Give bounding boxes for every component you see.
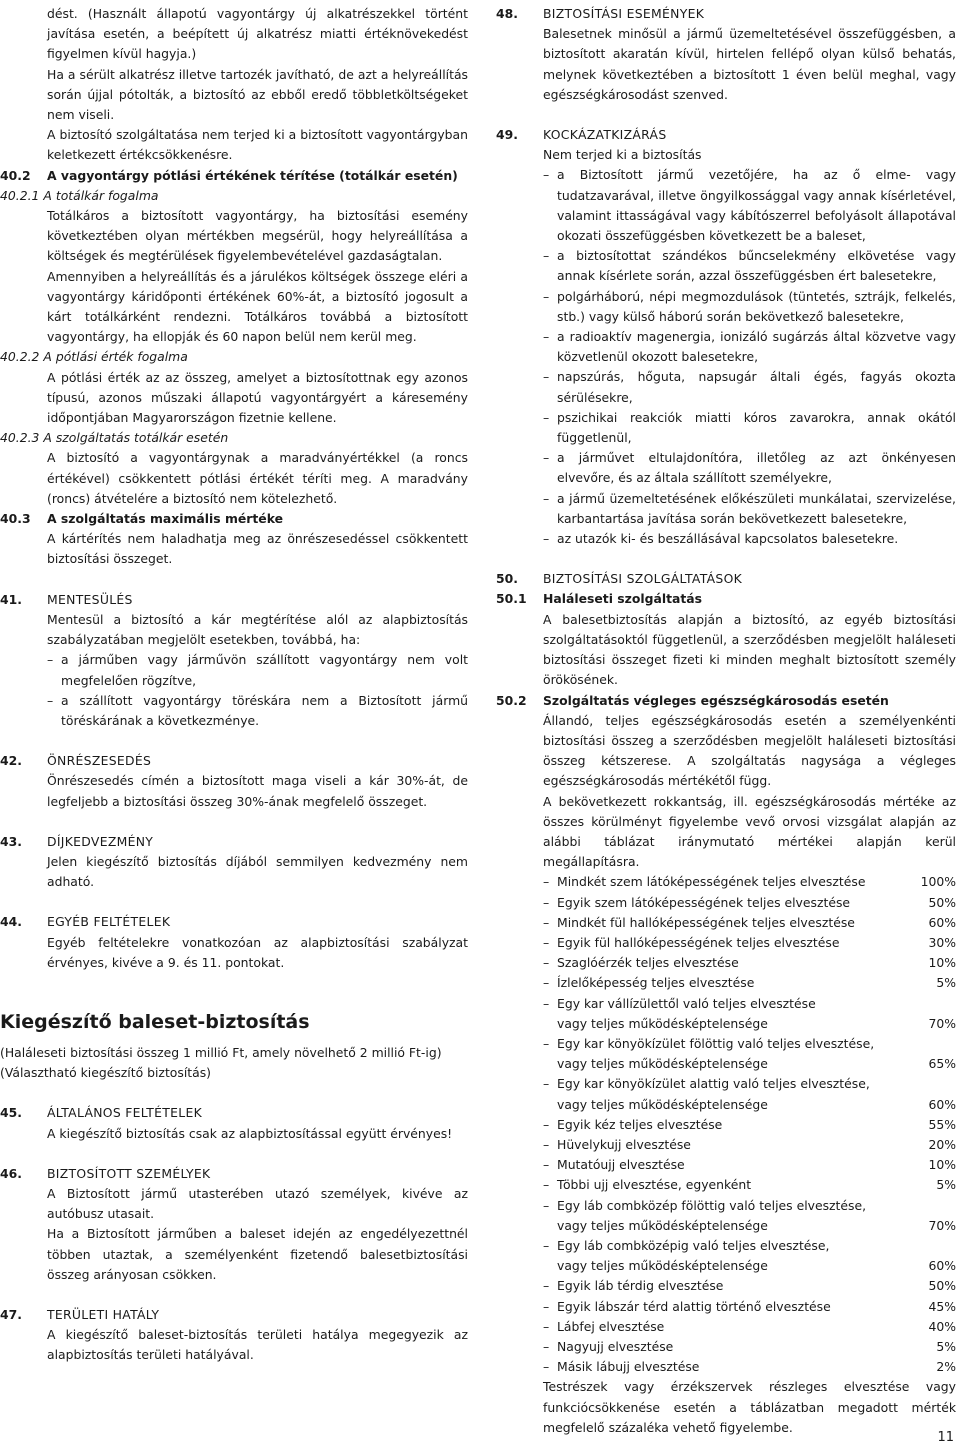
- section-41-heading: 41. MENTESÜLÉS: [0, 591, 133, 607]
- table-row: – Egyik lábszár térd alattig történő elvesztése 45%: [496, 1297, 956, 1317]
- list-item: – a szállított vagyontárgy töréskára nem a Biztosított jármű töréskárának a következménye.: [47, 692, 468, 728]
- table-row: – Egy láb combközépig való teljes elvesztése,: [543, 1237, 830, 1253]
- table-cell-percent: 100%: [920, 874, 956, 890]
- section-47-heading: 47. TERÜLETI HATÁLY: [0, 1306, 160, 1322]
- section-50-2-paragraph-2: A bekövetkezett rokkantság, ill. egészségkárosodás mértéke az összes körülményt figyelembe vevő orvosi vizsgálat alapján az alábbi táblázat iránymutató mértékei alapján kerül megállapításra.: [543, 793, 956, 870]
- list-item: – polgárháború, népi megmozdulások (tüntetés, sztrájk, felkelés, stb.) vagy külső háború során bekövetkező balesetekre,: [543, 288, 956, 324]
- table-row: – Egy láb combközép fölöttig való teljes elvesztése,: [543, 1197, 867, 1213]
- section-48-paragraph: Balesetnek minősül a jármű üzemeltetésével összefüggésben, a biztosított akaratán kívül, hirtelen fellépő olyan külső behatás, melynek következtében a biztosított 1 éven belül meghal, vagy egészségkárosodást szenved.: [543, 26, 956, 102]
- right-column: [496, 4, 956, 1438]
- table-row: – Hüvelykujj elvesztése 20%: [496, 1135, 956, 1155]
- section-44-heading: 44. EGYÉB FELTÉTELEK: [0, 914, 171, 930]
- table-cell-percent: 30%: [928, 934, 956, 950]
- table-cell-percent: 45%: [928, 1298, 956, 1314]
- section-45-heading: 45. ÁLTALÁNOS FELTÉTELEK: [0, 1105, 203, 1121]
- table-row: – Egy kar könyökízület alattig való teljes elvesztése,: [543, 1076, 870, 1092]
- table-cell-percent: 70%: [928, 1015, 956, 1031]
- section-46-paragraph-2: Ha a Biztosított járműben a baleset idején az engedélyezettnél többen utaztak, a személyenként fizetendő balesetbiztosítási összeg arányosan csökken.: [47, 1226, 468, 1282]
- table-row-continuation: vagy teljes működésképtelensége 70%: [496, 1014, 956, 1034]
- section-40-2-1-heading: 40.2.1 A totálkár fogalma: [0, 187, 159, 203]
- section-46-paragraph-1: A Biztosított jármű utasterében utazó személyek, kivéve az autóbusz utasait.: [47, 1185, 468, 1222]
- table-row: – Nagyujj elvesztése 5%: [496, 1337, 956, 1357]
- table-cell-percent: 60%: [928, 914, 956, 930]
- section-49-heading: 49. KOCKÁZATKIZÁRÁS: [496, 127, 667, 143]
- table-row: – Másik lábujj elvesztése 2%: [496, 1357, 956, 1377]
- section-40-2-1-paragraph-2: Amennyiben a helyreállítás és a járulékos költségek összege eléri a vagyontárgy káridőponti értékének 60%-át, a biztosító jogosult a kárt totálkárként rendezni. Totálkáros továbbá a biztosított vagyontárgy, ha ellopják és 60 napon belül nem kerül meg.: [47, 268, 468, 345]
- section-46-heading: 46. BIZTOSÍTOTT SZEMÉLYEK: [0, 1165, 211, 1181]
- section-45-paragraph: A kiegészítő biztosítás csak az alapbiztosítással együtt érvényes!: [47, 1125, 453, 1141]
- section-50-1-paragraph: A balesetbiztosítás alapján a biztosító, az egyéb biztosítási szolgáltatásoktól függetlenül, a szerződésben megjelölt haláleseti biztosítási összeget fizeti ki minden meghalt biztosított személy örökösének.: [543, 611, 956, 688]
- table-row: – Szaglóérzék teljes elvesztése 10%: [496, 953, 956, 973]
- list-item: – a radioaktív magenergia, ionizáló sugárzás által közvetve vagy közvetlenül okozott balesetekre,: [543, 329, 956, 365]
- section-40-2-3-heading: 40.2.3 A szolgáltatás totálkár esetén: [0, 430, 229, 446]
- section-49-paragraph: Nem terjed ki a biztosítás: [543, 147, 702, 163]
- list-item: – pszichikai reakciók miatti kóros zavarokra, annak okától függetlenül,: [543, 409, 956, 446]
- supplementary-subtitle-1: (Haláleseti biztosítási összeg 1 millió Ft, amely növelhető 2 millió Ft-ig): [0, 1044, 442, 1060]
- section-50-heading: 50. BIZTOSÍTÁSI SZOLGÁLTATÁSOK: [496, 571, 743, 587]
- section-40-3-heading: 40.3 A szolgáltatás maximális mértéke: [0, 511, 284, 527]
- section-43-paragraph: Jelen kiegészítő biztosítás díjából semmilyen kedvezmény nem adható.: [47, 853, 468, 890]
- section-40-2-2-heading: 40.2.2 A pótlási érték fogalma: [0, 349, 188, 365]
- left-column: [0, 4, 468, 1366]
- table-cell-percent: 65%: [928, 1056, 956, 1072]
- section-42-heading: 42. ÖNRÉSZESEDÉS: [0, 753, 152, 769]
- section-44-paragraph: Egyéb feltételekre vonatkozóan az alapbiztosítási szabályzat érvényes, kivéve a 9. és 11. pontokat.: [47, 934, 468, 970]
- table-row: – Egy kar vállízülettől való teljes elvesztése: [543, 995, 816, 1011]
- list-item: – napszúrás, hőguta, napsugár általi égés, fagyás okozta sérülésekre,: [543, 369, 956, 405]
- table-row: – Mindkét fül hallóképességének teljes elvesztése 60%: [496, 913, 956, 933]
- table-row-continuation: vagy teljes működésképtelensége 65%: [496, 1054, 956, 1074]
- table-cell-percent: 5%: [936, 975, 956, 991]
- section-48-heading: 48. BIZTOSÍTÁSI ESEMÉNYEK: [496, 6, 705, 21]
- table-cell-percent: 5%: [936, 1177, 956, 1193]
- list-item: – az utazók ki- és beszállásával kapcsolatos balesetekre.: [543, 531, 899, 547]
- table-cell-percent: 60%: [928, 1096, 956, 1112]
- table-cell-percent: 10%: [928, 955, 956, 971]
- table-cell-percent: 50%: [928, 894, 956, 910]
- table-row: – Mutatóujj elvesztése 10%: [496, 1155, 956, 1175]
- section-50-2-heading: 50.2 Szolgáltatás végleges egészségkárosodás esetén: [496, 692, 889, 708]
- list-item: – a jármű üzemeltetésének előkészületi munkálatai, szervizelése, karbantartása javítása során bekövetkezett balesetekre,: [543, 490, 956, 526]
- page-number: 11: [937, 1430, 954, 1445]
- table-row: – Ízlelőképesség teljes elvesztése 5%: [496, 973, 956, 993]
- intro-paragraph-1: dést. (Használt állapotú vagyontárgy új alkatrészekkel történt javítása esetén, a beépített új alkatrész miatti értéknövekedést figyelmen kívül hagyja.): [47, 6, 468, 62]
- table-row: – Egyik kéz teljes elvesztése 55%: [496, 1115, 956, 1135]
- table-cell-percent: 55%: [928, 1116, 956, 1132]
- table-cell-percent: 20%: [928, 1136, 956, 1152]
- table-row-continuation: vagy teljes működésképtelensége 60%: [496, 1095, 956, 1115]
- supplementary-subtitle-2: (Választható kiegészítő biztosítás): [0, 1065, 212, 1081]
- table-cell-percent: 2%: [936, 1359, 956, 1375]
- table-row: – Lábfej elvesztése 40%: [496, 1317, 956, 1337]
- table-cell-percent: 10%: [928, 1157, 956, 1173]
- intro-paragraph-3: A biztosító szolgáltatása nem terjed ki a biztosított vagyontárgyban keletkezett értékcsökkenésre.: [47, 127, 468, 163]
- section-47-paragraph: A kiegészítő baleset-biztosítás területi hatálya megegyezik az alapbiztosítás területi hatályával.: [47, 1327, 468, 1363]
- disability-percentage-table: [496, 872, 956, 1377]
- table-row: – Mindkét szem látóképességének teljes elvesztése 100%: [496, 872, 956, 892]
- table-row: – Egyik szem látóképességének teljes elvesztése 50%: [496, 893, 956, 913]
- supplementary-accident-insurance-title: Kiegészítő baleset-biztosítás: [0, 1010, 310, 1033]
- list-item: – a járműben vagy járművön szállított vagyontárgy nem volt megfelelően rögzítve,: [47, 652, 468, 688]
- section-41-paragraph: Mentesül a biztosító a kár megtérítése alól az alapbiztosítás szabályzatában megjelölt esetekben, továbbá, ha:: [47, 611, 468, 648]
- table-cell-percent: 70%: [928, 1217, 956, 1233]
- table-cell-percent: 5%: [936, 1339, 956, 1354]
- table-row: – Egy kar könyökízület fölöttig való teljes elvesztése,: [543, 1035, 875, 1051]
- section-40-2-3-paragraph: A biztosító a vagyontárgynak a maradványértékkel (a roncs értékével) csökkentett pótlási értékét téríti meg. A maradvány (roncs) átvételére a biztosító nem kötelezhető.: [47, 450, 468, 506]
- section-40-2-heading: 40.2 A vagyontárgy pótlási értékének térítése (totálkár esetén): [0, 167, 458, 183]
- list-item: – a biztosítottat szándékos bűncselekmény elkövetése vagy annak kísérlete során, azzal összefüggésben ért balesetekre,: [543, 248, 956, 284]
- section-40-3-paragraph: A kártérítés nem haladhatja meg az önrészesedéssel csökkentett biztosítási összeget.: [47, 531, 468, 567]
- table-row-continuation: vagy teljes működésképtelensége 60%: [496, 1256, 956, 1276]
- list-item: – a Biztosított jármű vezetőjére, ha az ő elme- vagy tudatzavarával, illetve öngyilkossággal vagy annak kísérletével, valamint ittasságával vagy kábítószerrel befolyásolt állapotával okozati összefüggésben következett be a baleset,: [543, 167, 956, 244]
- list-item: – a járművet eltulajdonítóra, illetőleg az azt önkényesen elvevőre, és az általa szállított személyekre,: [543, 450, 956, 486]
- section-50-2-paragraph-1: Állandó, teljes egészségkárosodás esetén a személyenkénti biztosítási összeg a szerződésben megjelölt haláleseti biztosítási összeg kétszerese. A szolgáltatás nagysága a végleges egészségkárosodás mértékétől függ.: [543, 712, 956, 789]
- table-row: – Egyik láb térdig elvesztése 50%: [496, 1276, 956, 1296]
- section-42-paragraph: Önrészesedés címén a biztosított maga viseli a kár 30%-át, de legfeljebb a biztosítási összeg 30%-ának megfelelő összeget.: [47, 773, 468, 809]
- section-50-1-heading: 50.1 Haláleseti szolgáltatás: [496, 591, 703, 607]
- table-row-continuation: vagy teljes működésképtelensége 70%: [496, 1216, 956, 1236]
- section-50-2-closing-paragraph: Testrészek vagy érzékszervek részleges elvesztése vagy funkciócsökkenése esetén a táblázatban megadott mérték megfelelő százaléka vehető figyelembe.: [543, 1379, 956, 1435]
- table-cell-percent: 40%: [928, 1318, 956, 1334]
- intro-paragraph-2: Ha a sérült alkatrész illetve tartozék javítható, de azt a helyreállítás során újjal pótolták, a biztosító az ebből eredő többletköltségeket nem viseli.: [47, 66, 468, 123]
- table-cell-percent: 60%: [928, 1258, 956, 1274]
- section-43-heading: 43. DÍJKEDVEZMÉNY: [0, 833, 154, 849]
- section-40-2-2-paragraph: A pótlási érték az az összeg, amelyet a biztosítottnak egy azonos típusú, azonos műszaki állapotú vagyontárgyért a káresemény időpontjában Magyarországon fizetnie kellene.: [47, 369, 468, 426]
- table-cell-percent: 50%: [928, 1278, 956, 1294]
- section-40-2-1-paragraph-1: Totálkáros a biztosított vagyontárgy, ha biztosítási esemény következtében olyan mértékben megsérül, hogy helyreállítása a költségek és megtérülések figyelembevételével gazdaságtalan.: [47, 208, 468, 264]
- table-row: – Egyik fül hallóképességének teljes elvesztése 30%: [496, 933, 956, 953]
- table-row: – Többi ujj elvesztése, egyenként 5%: [496, 1175, 956, 1195]
